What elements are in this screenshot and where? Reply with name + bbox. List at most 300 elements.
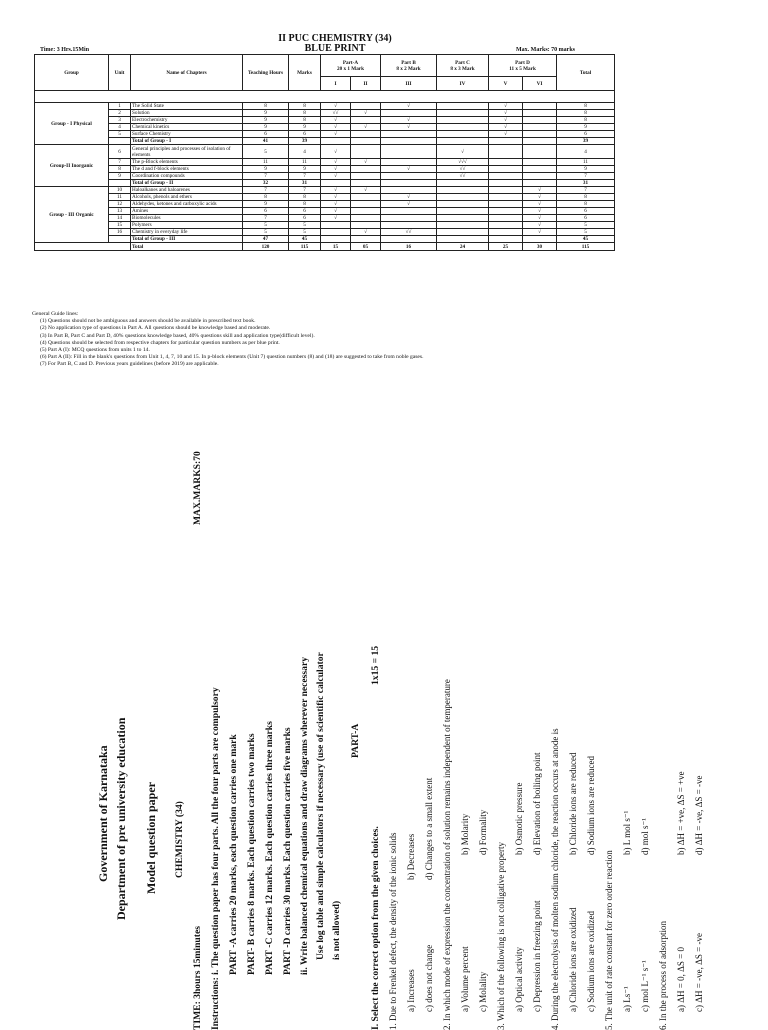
header-hours: Teaching Hours (243, 55, 289, 91)
tick-cell: √ (381, 124, 437, 131)
question: 6. In the process of adsorption (658, 921, 668, 1030)
section-i: I. Select the correct option from the given choices. (370, 826, 381, 1030)
table-row (35, 173, 615, 180)
tick-cell (489, 187, 523, 194)
header-part-d: Part D 11 x 5 Mark (489, 55, 557, 77)
tick-cell (351, 103, 381, 110)
option: a) Chloride ions are oxidized (568, 907, 578, 1012)
chapter-cell: Chemical kinetics (131, 124, 243, 131)
tick-cell: √ (381, 201, 437, 208)
tick-cell (489, 194, 523, 201)
option: b) L mol s⁻¹ (622, 810, 632, 855)
question: 2. In which mode of expression the concentration of solution remains independent of temperature (442, 679, 452, 1030)
tick-cell (381, 208, 437, 215)
total-cell: 8 (557, 194, 615, 201)
marks-cell: 6 (289, 215, 321, 222)
tick-cell (489, 173, 523, 180)
unit-cell: 12 (109, 201, 131, 208)
marks-cell: 45 (289, 236, 321, 243)
tick-cell: √ (489, 103, 523, 110)
blueprint-body (35, 103, 615, 251)
tick-cell: √ (489, 124, 523, 131)
header-roman-1: I (321, 77, 351, 91)
tick-cell (351, 131, 381, 138)
tick-cell (437, 103, 489, 110)
header-roman-4: IV (437, 77, 489, 91)
table-row (35, 229, 615, 236)
tick-cell (523, 131, 557, 138)
hours-cell: 8 (243, 103, 289, 110)
hours-cell: 6 (243, 131, 289, 138)
tick-cell (351, 201, 381, 208)
tick-cell: √ (489, 131, 523, 138)
guideline-item: (1) Questions should not be ambiguous and answers should be available in prescribed text book. (40, 318, 256, 325)
option: d) Elevation of boiling point (532, 752, 542, 855)
grand-total-label: Total (131, 243, 243, 251)
tick-cell (381, 173, 437, 180)
unit-cell: 16 (109, 229, 131, 236)
chapter-cell: Amines (131, 208, 243, 215)
tick-cell (321, 222, 351, 229)
unit-cell: 15 (109, 222, 131, 229)
marks-cell: 4 (289, 145, 321, 159)
group-total-row (35, 180, 615, 187)
total-cell: 5 (557, 229, 615, 236)
total-cell: 11 (557, 159, 615, 166)
total-cell: 6 (557, 131, 615, 138)
option: a) Volume percent (460, 946, 470, 1012)
table-row (35, 215, 615, 222)
hours-cell: 9 (243, 124, 289, 131)
blank-cell (489, 138, 523, 145)
tick-cell: √ (321, 124, 351, 131)
group-total-label: Total of Group - I (131, 138, 243, 145)
blank-cell (321, 180, 351, 187)
instruction-line: ii. Write balanced chemical equations and draw diagrams wherever necessary (299, 657, 310, 975)
tick-cell (523, 117, 557, 124)
blank-cell (381, 138, 437, 145)
tick-cell (437, 201, 489, 208)
chapter-cell: Surface Chemistry (131, 131, 243, 138)
blank-cell (109, 138, 131, 145)
option: d) ΔH = -ve, ΔS = -ve (694, 775, 704, 855)
table-row (35, 124, 615, 131)
header-unit: Unit (109, 55, 131, 91)
tick-cell (523, 159, 557, 166)
option: c) mol L⁻¹ s⁻¹ (640, 960, 650, 1012)
option: b) ΔH = +ve, ΔS = +ve (676, 771, 686, 855)
paper-time: TIME: 3hours 15minutes (192, 926, 203, 1030)
tick-cell (489, 145, 523, 159)
option: c) Depression in freezing point (532, 900, 542, 1012)
instruction-line: Use log table and simple calculators if necessary (use of scientific calculator (315, 652, 326, 960)
hours-cell: 5 (243, 222, 289, 229)
rotated-question-paper (82, 410, 704, 1030)
tick-cell: √ (489, 110, 523, 117)
blank-cell (437, 180, 489, 187)
tick-cell: √ (321, 201, 351, 208)
blank-cell (351, 180, 381, 187)
total-cell: 9 (557, 166, 615, 173)
header-roman-3: III (381, 77, 437, 91)
blank-cell (437, 236, 489, 243)
paper-model: Model question paper (144, 781, 158, 894)
tick-cell (523, 110, 557, 117)
blank-cell (381, 236, 437, 243)
tick-cell (523, 103, 557, 110)
tick-cell: √ (351, 110, 381, 117)
chapter-cell: The Solid State (131, 103, 243, 110)
option: b) Chloride ions are reduced (568, 752, 578, 855)
hours-cell: 6 (243, 208, 289, 215)
guideline-item: (6) Part A (II): Fill in the blank's questions from Unit 1, 4, 7, 10 and 15. In p-block elements (Unit 7) question numbers (8) and (18) are suggested to take from noble gases. (40, 354, 424, 361)
tick-cell (381, 187, 437, 194)
tick-cell (523, 145, 557, 159)
tick-cell (351, 117, 381, 124)
hours-cell: 9 (243, 166, 289, 173)
paper-max-marks: MAX.MARKS:70 (192, 451, 203, 525)
table-row (35, 222, 615, 229)
tick-cell (523, 124, 557, 131)
tick-cell: √ (523, 201, 557, 208)
option: d) Formality (478, 809, 488, 855)
tick-cell (489, 222, 523, 229)
tick-cell: √ (351, 159, 381, 166)
total-cell: 8 (557, 103, 615, 110)
section-marks: 1x15 = 15 (370, 645, 381, 685)
hours-cell: 120 (243, 243, 289, 251)
paper-government: Government of Karnataka (96, 745, 110, 882)
unit-cell: 5 (109, 131, 131, 138)
group-name: Group - III Organic (35, 187, 109, 243)
tick-cell: √ (381, 194, 437, 201)
hours-cell: 7 (243, 187, 289, 194)
blank-cell (523, 180, 557, 187)
tick-cell (437, 110, 489, 117)
chapter-cell: Aldehydes, ketones and carboxylic acids (131, 201, 243, 208)
total-cell: 115 (557, 243, 615, 251)
header-part-c: Part C 8 x 3 Mark (437, 55, 489, 77)
total-cell: 7 (557, 173, 615, 180)
total-cell: 39 (557, 138, 615, 145)
unit-cell: 3 (109, 117, 131, 124)
tick-cell (381, 222, 437, 229)
header-chapter: Name of Chapters (131, 55, 243, 91)
tick-cell (489, 208, 523, 215)
tick-cell (523, 173, 557, 180)
tick-cell: √√ (437, 173, 489, 180)
total-cell: 5 (557, 222, 615, 229)
blank-cell (489, 236, 523, 243)
tick-cell: √ (381, 166, 437, 173)
unit-cell: 4 (109, 124, 131, 131)
tick-cell: √√√ (437, 159, 489, 166)
tick-cell: √ (523, 187, 557, 194)
unit-cell: 1 (109, 103, 131, 110)
tick-cell (381, 159, 437, 166)
table-row (35, 131, 615, 138)
tick-cell (489, 166, 523, 173)
total-cell: 31 (557, 180, 615, 187)
part-total-cell: 15 (321, 243, 351, 251)
table-row (35, 117, 615, 124)
header-roman-6: VI (523, 77, 557, 91)
header-roman-2: II (351, 77, 381, 91)
hours-cell: 5 (243, 145, 289, 159)
guidelines-heading: General Guide lines: (32, 311, 79, 317)
table-row (35, 110, 615, 117)
marks-cell: 6 (289, 208, 321, 215)
tick-cell: √ (321, 131, 351, 138)
question: 1. Due to Frenkel defect, the density of the ionic solids (388, 832, 398, 1030)
hours-cell: 7 (243, 173, 289, 180)
table-row (35, 166, 615, 173)
blueprint-time: Time: 3 Hrs.15Min (40, 47, 90, 53)
chapter-cell: Alcohols, phenols and ethers (131, 194, 243, 201)
tick-cell: √ (351, 229, 381, 236)
unit-cell: 9 (109, 173, 131, 180)
tick-cell (489, 215, 523, 222)
marks-cell: 8 (289, 103, 321, 110)
marks-cell: 8 (289, 201, 321, 208)
option: d) Changes to a small extent (424, 777, 434, 880)
unit-cell: 8 (109, 166, 131, 173)
total-cell: 8 (557, 201, 615, 208)
total-cell: 7 (557, 187, 615, 194)
option: b) Decreases (406, 833, 416, 880)
tick-cell: √ (351, 124, 381, 131)
group-name: Group-II Inorganic (35, 145, 109, 187)
option: a) Ls⁻¹ (622, 986, 632, 1012)
tick-cell (437, 117, 489, 124)
group-total-label: Total of Group - III (131, 236, 243, 243)
table-row (35, 187, 615, 194)
tick-cell (437, 229, 489, 236)
general-guidelines (32, 311, 652, 369)
tick-cell: √ (321, 194, 351, 201)
blank-cell (523, 138, 557, 145)
table-row (35, 159, 615, 166)
header-part-b: Part B 8 x 2 Mark (381, 55, 437, 77)
chapter-cell: Coordination compounds (131, 173, 243, 180)
tick-cell: √ (321, 103, 351, 110)
marks-cell: 7 (289, 187, 321, 194)
tick-cell (489, 159, 523, 166)
part-total-cell: 24 (437, 243, 489, 251)
chapter-cell: Electrochemistry (131, 117, 243, 124)
tick-cell (351, 215, 381, 222)
marks-cell: 9 (289, 124, 321, 131)
tick-cell: √ (321, 208, 351, 215)
tick-cell: √ (321, 187, 351, 194)
marks-cell: 8 (289, 194, 321, 201)
header-part-a: Part-A 20 x 1 Mark (321, 55, 381, 77)
tick-cell (351, 145, 381, 159)
option: c) ΔH = -ve, ΔS = -ve (694, 933, 704, 1012)
tick-cell: √√ (321, 110, 351, 117)
tick-cell (523, 166, 557, 173)
chapter-cell: Biomolecules (131, 215, 243, 222)
blank-cell (437, 138, 489, 145)
tick-cell (489, 229, 523, 236)
total-cell: 8 (557, 117, 615, 124)
group-total-row (35, 138, 615, 145)
tick-cell: √ (523, 215, 557, 222)
hours-cell: 9 (243, 110, 289, 117)
tick-cell (351, 166, 381, 173)
tick-cell: √ (321, 215, 351, 222)
guideline-item: (4) Questions should be selected from respective chapters for particular question numbers as per blue print. (40, 339, 280, 346)
tick-cell: √ (321, 145, 351, 159)
table-row (35, 208, 615, 215)
tick-cell (351, 208, 381, 215)
option: c) does not change (424, 944, 434, 1012)
part-total-cell: 16 (381, 243, 437, 251)
marks-cell: 8 (289, 110, 321, 117)
total-cell: 8 (557, 110, 615, 117)
instruction-line: PART- B carries 8 marks. Each question carries two marks (246, 733, 257, 975)
blank-cell (109, 180, 131, 187)
part-total-cell: 30 (523, 243, 557, 251)
hours-cell: 9 (243, 201, 289, 208)
chapter-cell: General principles and processes of isolation of elements (131, 145, 243, 159)
tick-cell: √ (321, 166, 351, 173)
chapter-cell: Haloalkanes and haloarenes (131, 187, 243, 194)
guideline-item: (3) In Part B, Part C and Part D, 40% questions knowledge based, 40% questions skill and application type(difficult level). (40, 332, 315, 339)
option: b) Molarity (460, 813, 470, 855)
chapter-cell: Polymers (131, 222, 243, 229)
blank-cell (351, 236, 381, 243)
chapter-cell: Solution (131, 110, 243, 117)
tick-cell (351, 222, 381, 229)
marks-cell: 5 (289, 229, 321, 236)
option: c) Sodium ions are oxidized (586, 911, 596, 1012)
grand-total-row (35, 243, 615, 251)
hours-cell: 5 (243, 229, 289, 236)
blueprint-subtitle: BLUE PRINT (304, 43, 366, 54)
group-total-row (35, 236, 615, 243)
tick-cell (437, 124, 489, 131)
part-total-cell: 05 (351, 243, 381, 251)
tick-cell (437, 222, 489, 229)
tick-cell (351, 194, 381, 201)
tick-cell (437, 194, 489, 201)
blueprint-max-marks: Max. Marks: 70 marks (516, 47, 575, 53)
instruction-line: PART -A carries 20 marks, each question carries one mark (228, 734, 239, 975)
header-marks: Marks (289, 55, 321, 91)
marks-cell: 5 (289, 222, 321, 229)
total-cell: 45 (557, 236, 615, 243)
instruction-line: is not allowed) (331, 900, 342, 960)
blank-cell (109, 236, 131, 243)
total-cell: 6 (557, 208, 615, 215)
unit-cell: 6 (109, 145, 131, 159)
tick-cell (381, 145, 437, 159)
tick-cell: √ (437, 145, 489, 159)
guideline-item: (5) Part A (I): MCQ questions from units 1 to 14. (40, 347, 150, 354)
option: a) Increases (406, 969, 416, 1012)
blueprint-table (34, 54, 615, 251)
hours-cell: 7 (243, 215, 289, 222)
total-cell: 9 (557, 124, 615, 131)
unit-cell: 10 (109, 187, 131, 194)
spacer-row (35, 91, 615, 103)
blank-cell (321, 138, 351, 145)
tick-cell: √√ (437, 166, 489, 173)
guideline-item: (7) For Part B, C and D. Previous years guidelines (before 2019) are applicable. (40, 361, 219, 368)
blank-cell (489, 180, 523, 187)
option: b) Osmotic pressure (514, 782, 524, 855)
marks-cell: 8 (289, 117, 321, 124)
tick-cell: √√ (381, 229, 437, 236)
table-row (35, 201, 615, 208)
tick-cell (437, 131, 489, 138)
option: a) ΔH = 0, ΔS = 0 (676, 947, 686, 1012)
marks-cell: 115 (289, 243, 321, 251)
header-total: Total (557, 55, 615, 91)
instruction-line: PART -D carries 30 marks. Each question carries five marks (282, 727, 293, 975)
unit-cell: 13 (109, 208, 131, 215)
hours-cell: 8 (243, 194, 289, 201)
tick-cell (489, 201, 523, 208)
marks-cell: 39 (289, 138, 321, 145)
table-row (35, 194, 615, 201)
chapter-cell: The p-Block elements (131, 159, 243, 166)
tick-cell: √ (489, 117, 523, 124)
total-cell: 6 (557, 215, 615, 222)
question: 5. The unit of rate constant for zero order reaction (604, 850, 614, 1030)
blank-cell (321, 236, 351, 243)
hours-cell: 11 (243, 159, 289, 166)
tick-cell (321, 229, 351, 236)
tick-cell (381, 215, 437, 222)
unit-cell: 11 (109, 194, 131, 201)
blueprint-title: II PUC CHEMISTRY (34) (278, 33, 392, 44)
chapter-cell: The d and f-block elements (131, 166, 243, 173)
hours-cell: 9 (243, 117, 289, 124)
group-name: Group - I Physical (35, 103, 109, 145)
guideline-item: (2) No application type of questions in Part A. All questions should be knowledge based and moderate. (40, 325, 271, 332)
blank-cell (351, 138, 381, 145)
blank-cell (381, 180, 437, 187)
marks-cell: 7 (289, 173, 321, 180)
tick-cell (381, 110, 437, 117)
tick-cell (351, 173, 381, 180)
hours-cell: 32 (243, 180, 289, 187)
marks-cell: 6 (289, 131, 321, 138)
option: c) Molality (478, 971, 488, 1012)
option: d) mol s⁻¹ (640, 818, 650, 855)
marks-cell: 31 (289, 180, 321, 187)
tick-cell: √ (523, 222, 557, 229)
blank-cell (35, 243, 131, 251)
table-row (35, 103, 615, 110)
paper-subject: CHEMISTRY (34) (174, 801, 185, 878)
tick-cell: √ (523, 194, 557, 201)
tick-cell (437, 187, 489, 194)
question: 4. During the electrolysis of molten sodium chloride, the reaction occurs at anode is (550, 728, 560, 1030)
hours-cell: 47 (243, 236, 289, 243)
instruction-line: Instructions: i. The question paper has four parts. All the four parts are compulsory (210, 687, 221, 1030)
part-a-heading: PART-A (350, 723, 361, 758)
unit-cell: 2 (109, 110, 131, 117)
tick-cell: √ (321, 159, 351, 166)
tick-cell: √ (523, 208, 557, 215)
question: 3. Which of the following is not colligative property (496, 841, 506, 1030)
blank-cell (523, 236, 557, 243)
marks-cell: 11 (289, 159, 321, 166)
unit-cell: 7 (109, 159, 131, 166)
